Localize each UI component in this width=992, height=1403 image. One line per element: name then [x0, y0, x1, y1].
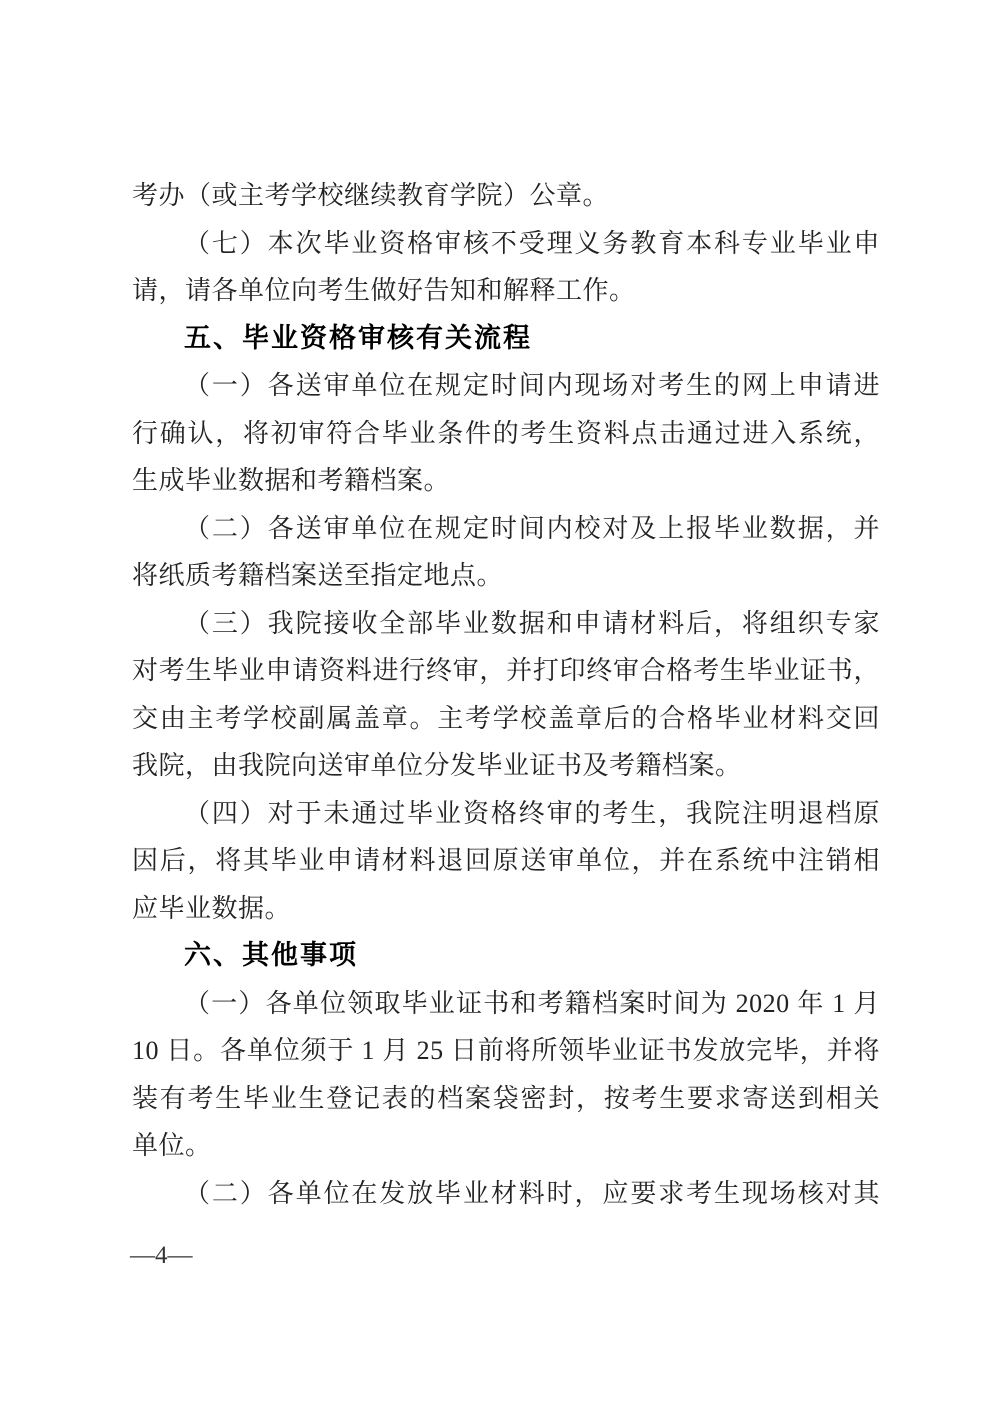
text-line: （二）各送审单位在规定时间内校对及上报毕业数据，并 [184, 513, 880, 543]
text-line: （一）各单位领取毕业证书和考籍档案时间为 2020 年 1 月 [184, 988, 880, 1018]
section-heading: 六、其他事项 [184, 940, 358, 970]
document-content [132, 172, 880, 1217]
text-line: 交由主考学校副属盖章。主考学校盖章后的合格毕业材料交回 [132, 703, 880, 733]
text-line: （七）本次毕业资格审核不受理义务教育本科专业毕业申 [184, 228, 880, 258]
text-line: （一）各送审单位在规定时间内现场对考生的网上申请进 [184, 371, 880, 400]
text-line: 单位。 [132, 1131, 212, 1160]
text-line: 行确认，将初审符合毕业条件的考生资料点击通过进入系统， [132, 418, 880, 448]
text-line: （二）各单位在发放毕业材料时，应要求考生现场核对其 [184, 1178, 880, 1208]
text-line: （三）我院接收全部毕业数据和申请材料后，将组织专家 [184, 608, 880, 638]
text-line: 应毕业数据。 [132, 893, 292, 923]
text-line: 装有考生毕业生登记表的档案袋密封，按考生要求寄送到相关 [132, 1083, 880, 1113]
text-line: 考办（或主考学校继续教育学院）公章。 [132, 181, 610, 210]
section-heading: 五、毕业资格审核有关流程 [184, 322, 532, 353]
text-line: 我院，由我院向送审单位分发毕业证书及考籍档案。 [132, 751, 742, 780]
page-number: —4— [130, 1242, 193, 1269]
text-line: （四）对于未通过毕业资格终审的考生，我院注明退档原 [184, 798, 880, 828]
text-line: 10 日。各单位须于 1 月 25 日前将所领毕业证书发放完毕，并将 [132, 1036, 880, 1065]
text-line: 将纸质考籍档案送至指定地点。 [132, 561, 504, 590]
text-line: 对考生毕业申请资料进行终审，并打印终审合格考生毕业证书， [132, 656, 880, 685]
text-line: 请，请各单位向考生做好告知和解释工作。 [132, 276, 636, 305]
text-line: 因后，将其毕业申请材料退回原送审单位，并在系统中注销相 [132, 846, 880, 875]
text-line: 生成毕业数据和考籍档案。 [132, 466, 451, 495]
